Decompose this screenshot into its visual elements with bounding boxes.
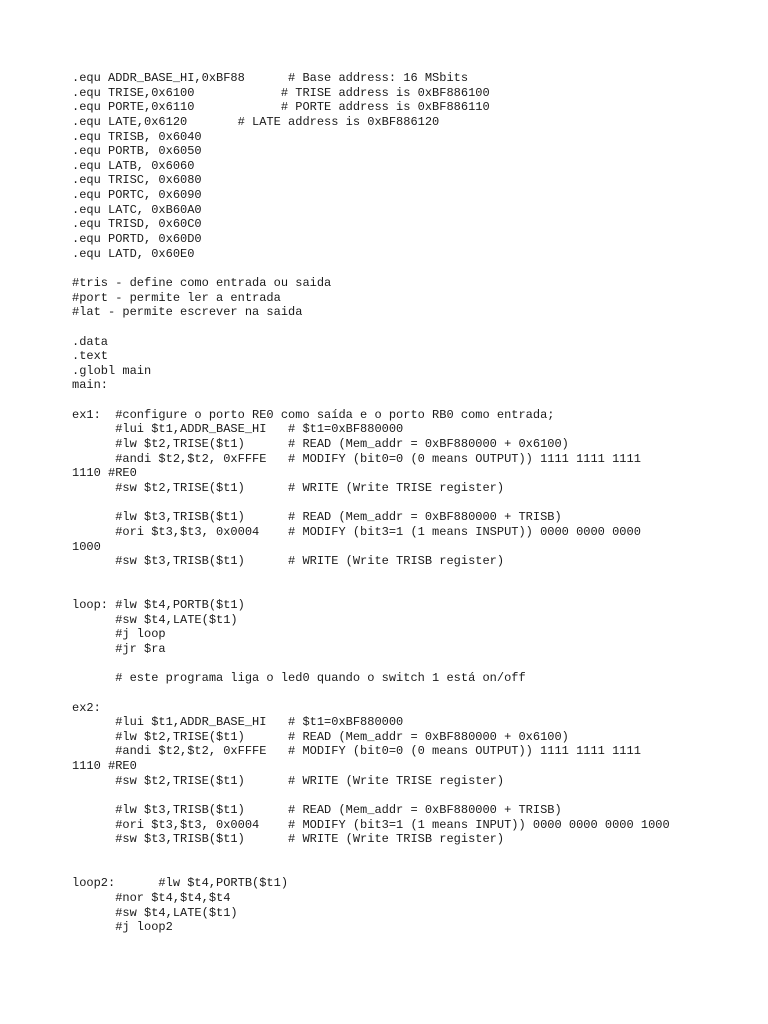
code-line: .globl main <box>72 363 152 378</box>
code-line: 1000 <box>72 539 101 554</box>
code-line: #j loop <box>72 627 166 642</box>
code-line: .equ LATB, 0x6060 <box>72 158 195 173</box>
code-line: #lw $t3,TRISB($t1) # READ (Mem_addr = 0xBF880000 + TRISB) <box>72 510 562 525</box>
code-line: #sw $t2,TRISE($t1) # WRITE (Write TRISE register) <box>72 480 505 495</box>
blank-line <box>72 261 762 276</box>
blank-line <box>72 862 762 877</box>
blank-line <box>72 320 762 335</box>
code-line: #lat - permite escrever na saida <box>72 305 303 320</box>
code-line: ex2: <box>72 700 101 715</box>
code-line: .equ ADDR_BASE_HI,0xBF88 # Base address: 16 MSbits <box>72 71 469 85</box>
code-line: #j loop2 <box>72 920 173 935</box>
code-line: .equ TRISE,0x6100 # TRISE address is 0xBF886100 <box>72 85 490 100</box>
blank-line <box>72 788 762 803</box>
code-line: .equ PORTE,0x6110 # PORTE address is 0xBF886110 <box>72 100 490 115</box>
code-line: #jr $ra <box>72 641 166 656</box>
blank-line <box>72 569 762 584</box>
code-line: #nor $t4,$t4,$t4 <box>72 890 231 905</box>
code-line: #sw $t3,TRISB($t1) # WRITE (Write TRISB register) <box>72 832 505 847</box>
code-line: 1110 #RE0 <box>72 759 137 774</box>
code-line: #ori $t3,$t3, 0x0004 # MODIFY (bit3=1 (1 means INSPUT)) 0000 0000 0000 <box>72 524 641 539</box>
code-line: .equ LATC, 0xB60A0 <box>72 202 202 217</box>
code-line: #sw $t3,TRISB($t1) # WRITE (Write TRISB register) <box>72 554 505 569</box>
code-line: 1110 #RE0 <box>72 466 137 481</box>
code-line: .text <box>72 349 109 364</box>
blank-line <box>72 686 762 701</box>
code-line: #port - permite ler a entrada <box>72 290 281 305</box>
code-line: loop: #lw $t4,PORTB($t1) <box>72 598 245 613</box>
code-line: loop2: #lw $t4,PORTB($t1) <box>72 876 289 891</box>
code-line: .equ TRISD, 0x60C0 <box>72 217 202 232</box>
code-line: #andi $t2,$t2, 0xFFFE # MODIFY (bit0=0 (0 means OUTPUT)) 1111 1111 1111 <box>72 744 641 759</box>
code-line: #ori $t3,$t3, 0x0004 # MODIFY (bit3=1 (1 means INPUT)) 0000 0000 0000 1000 <box>72 817 670 832</box>
code-line: # este programa liga o led0 quando o switch 1 está on/off <box>72 671 526 686</box>
code-line: #lw $t2,TRISE($t1) # READ (Mem_addr = 0xBF880000 + 0x6100) <box>72 437 569 452</box>
code-line: #sw $t4,LATE($t1) <box>72 905 238 920</box>
code-line: #sw $t2,TRISE($t1) # WRITE (Write TRISE register) <box>72 773 505 788</box>
blank-line <box>72 393 762 408</box>
code-line: #lui $t1,ADDR_BASE_HI # $t1=0xBF880000 <box>72 715 404 730</box>
code-line: #lui $t1,ADDR_BASE_HI # $t1=0xBF880000 <box>72 422 404 437</box>
code-line: .data <box>72 334 109 349</box>
code-line: #tris - define como entrada ou saida <box>72 275 332 290</box>
code-line: .equ PORTC, 0x6090 <box>72 188 202 203</box>
code-line: #lw $t3,TRISB($t1) # READ (Mem_addr = 0xBF880000 + TRISB) <box>72 803 562 818</box>
blank-line <box>72 583 762 598</box>
code-line: .equ TRISB, 0x6040 <box>72 129 202 144</box>
code-document <box>72 71 762 935</box>
code-line: .equ PORTB, 0x6050 <box>72 144 202 159</box>
blank-line <box>72 496 762 511</box>
code-line: .equ LATD, 0x60E0 <box>72 246 195 261</box>
code-line: #lw $t2,TRISE($t1) # READ (Mem_addr = 0xBF880000 + 0x6100) <box>72 729 569 744</box>
code-line: main: <box>72 378 109 393</box>
blank-line <box>72 847 762 862</box>
code-line: ex1: #configure o porto RE0 como saída e o porto RB0 como entrada; <box>72 407 555 422</box>
code-line: #sw $t4,LATE($t1) <box>72 612 238 627</box>
blank-line <box>72 657 762 672</box>
code-line: #andi $t2,$t2, 0xFFFE # MODIFY (bit0=0 (0 means OUTPUT)) 1111 1111 1111 <box>72 451 641 466</box>
code-line: .equ TRISC, 0x6080 <box>72 173 202 188</box>
code-line: .equ PORTD, 0x60D0 <box>72 232 202 247</box>
code-line: .equ LATE,0x6120 # LATE address is 0xBF886120 <box>72 114 440 129</box>
